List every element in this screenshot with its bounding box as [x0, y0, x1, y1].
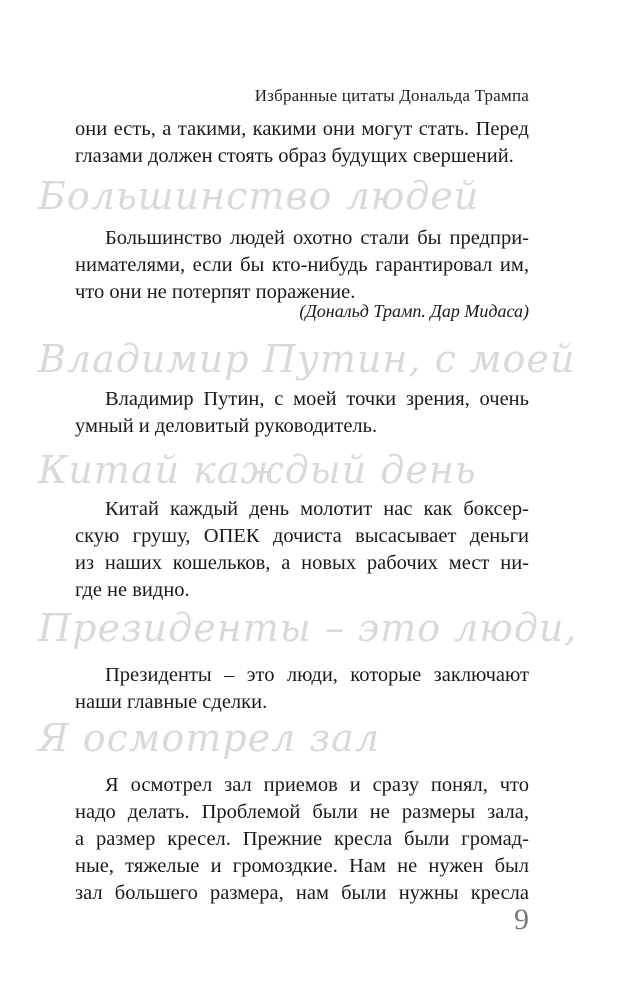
quote-line: умный и деловитый руководитель. [75, 415, 378, 437]
quote-line: где не видно. [75, 579, 190, 601]
quote-line: ные, тяжелые и громоздкие. Нам не нужен был [75, 855, 529, 877]
quote-line: Я осмотрел зал приемов и сразу понял, что [105, 774, 529, 796]
quote-line: что они не потерпят поражение. [75, 281, 356, 303]
quote-heading-decorative: Владимир Путин, с моей [38, 337, 576, 381]
quote-line: Владимир Путин, с моей точки зрения, очень [105, 388, 529, 410]
quote-line: наши главные сделки. [75, 691, 268, 713]
quote-line: а размер кресел. Прежние кресла были громад- [75, 828, 529, 850]
quote-heading-decorative: Большинство людей [38, 174, 480, 218]
quote-heading-decorative: Я осмотрел зал [38, 716, 381, 760]
quote-line: Большинство людей охотно стали бы предпри- [105, 227, 529, 249]
intro-line: глазами должен стоять образ будущих свершений. [75, 145, 514, 167]
quote-line: Президенты – это люди, которые заключают [105, 664, 529, 686]
quote-line: из наших кошельков, а новых рабочих мест ни- [75, 552, 529, 574]
running-header: Избранные цитаты Дональда Трампа [254, 86, 529, 105]
quote-line: Китай каждый день молотит нас как боксер- [105, 498, 529, 520]
quote-line: скую грушу, ОПЕК дочиста высасывает деньги [75, 525, 529, 547]
quote-line: зал большего размера, нам были нужны кресла [75, 882, 529, 904]
intro-line: они есть, а такими, какими они могут стать. Перед [75, 118, 529, 140]
page-number: 9 [514, 903, 529, 936]
quote-line: надо делать. Проблемой были не размеры зала, [75, 801, 529, 823]
quote-heading-decorative: Президенты – это люди, [38, 606, 578, 650]
quote-heading-decorative: Китай каждый день [38, 448, 477, 492]
quote-line: нимателями, если бы кто-нибудь гарантировал им, [75, 254, 529, 276]
quote-source: (Дональд Трамп. Дар Мидаса) [299, 301, 529, 321]
